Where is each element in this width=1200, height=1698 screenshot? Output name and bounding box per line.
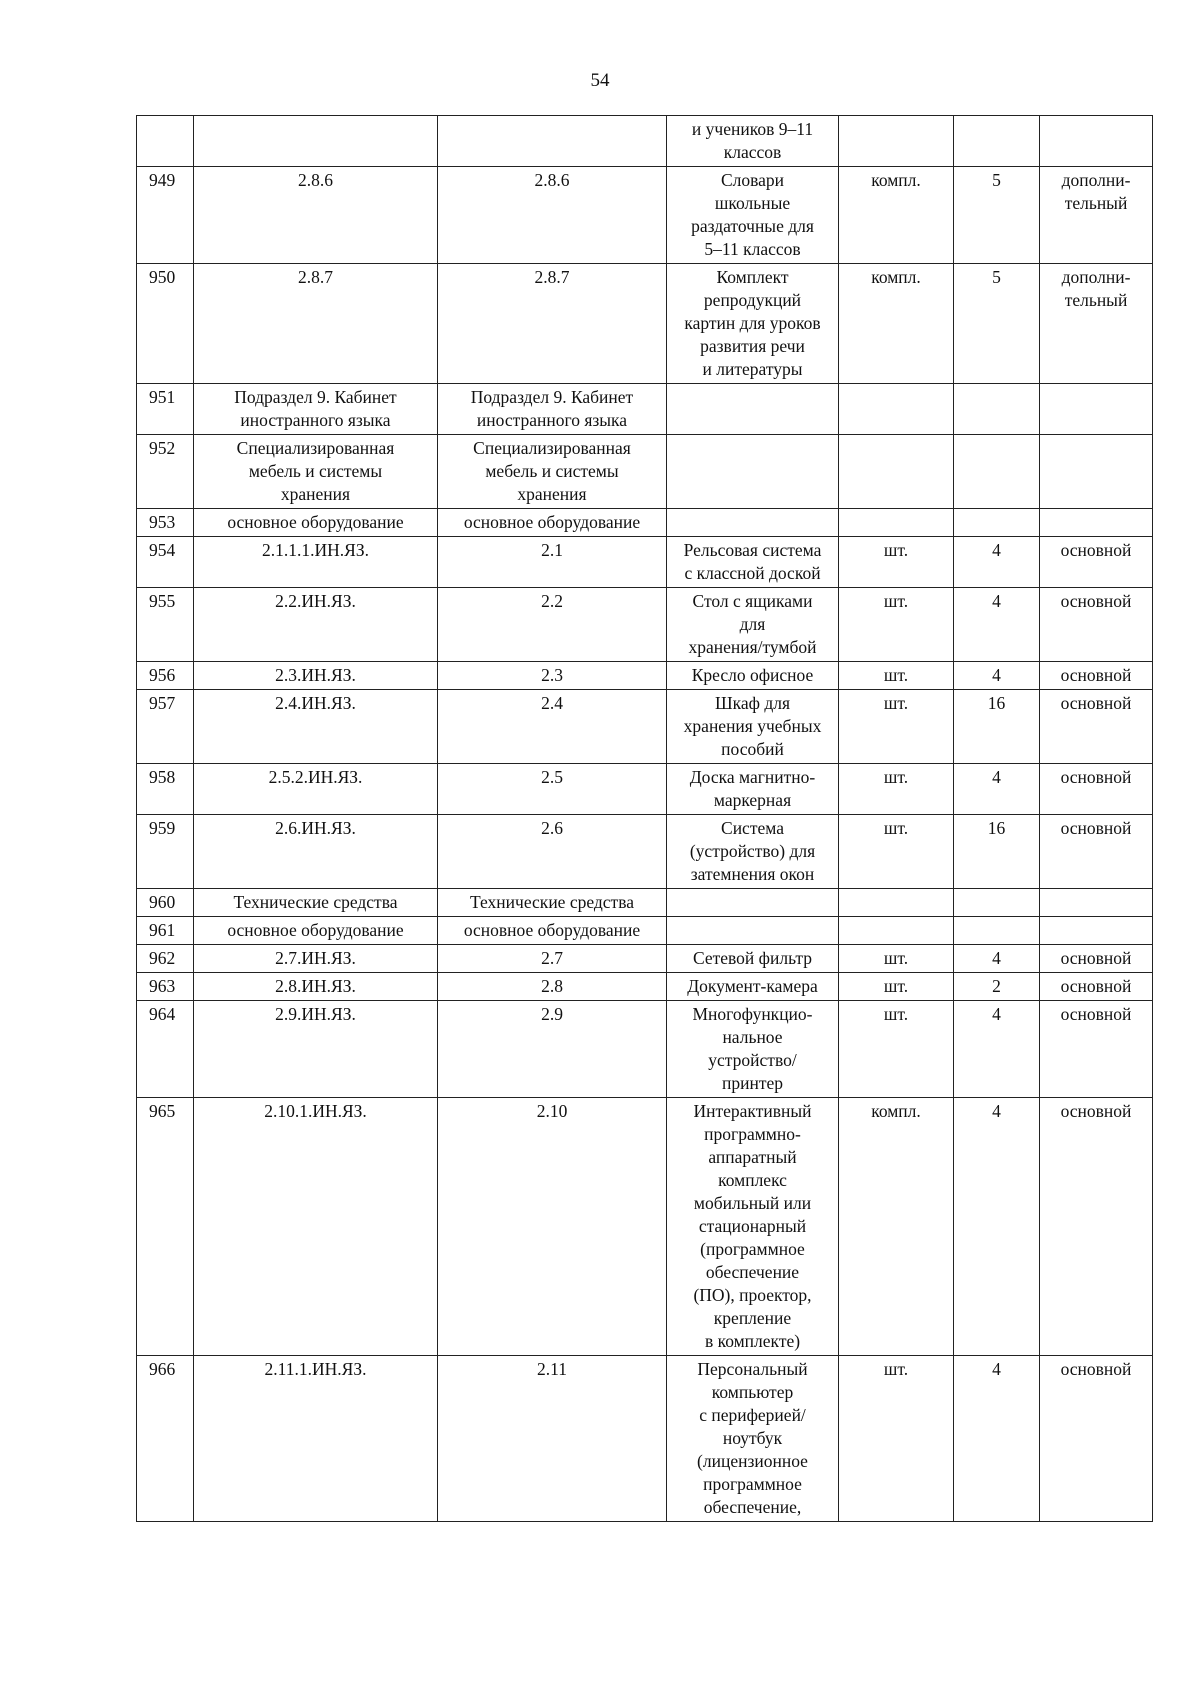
code-cell xyxy=(194,167,438,264)
code-alt-cell xyxy=(438,588,667,662)
code-alt-cell xyxy=(438,509,667,537)
row-number-cell xyxy=(137,435,194,509)
quantity-cell xyxy=(954,945,1040,973)
quantity-cell-text: 4 xyxy=(992,665,1001,685)
item-name-cell xyxy=(667,945,839,973)
equipment-type-cell xyxy=(1040,917,1153,945)
code-cell-text: 2.2.ИН.ЯЗ. xyxy=(275,591,356,611)
quantity-cell xyxy=(954,973,1040,1001)
item-name-cell xyxy=(667,537,839,588)
unit-cell xyxy=(839,435,954,509)
unit-cell-text: шт. xyxy=(883,767,909,787)
unit-cell xyxy=(839,1001,954,1098)
quantity-cell xyxy=(954,264,1040,384)
item-name-cell-text: Шкаф для хранения учебных пособий xyxy=(683,693,822,759)
code-cell xyxy=(194,1001,438,1098)
row-number-cell xyxy=(137,537,194,588)
row-number-cell-text: 956 xyxy=(149,665,176,685)
quantity-cell-text: 2 xyxy=(992,976,1001,996)
table-row xyxy=(137,116,1153,167)
item-name-cell xyxy=(667,1098,839,1356)
row-number-cell xyxy=(137,167,194,264)
quantity-cell xyxy=(954,662,1040,690)
unit-cell-text: компл. xyxy=(871,1101,921,1121)
code-cell-text: 2.11.1.ИН.ЯЗ. xyxy=(264,1359,367,1379)
table-row xyxy=(137,167,1153,264)
equipment-table xyxy=(136,115,1153,1522)
equipment-type-cell-text: основной xyxy=(1060,1101,1132,1121)
unit-cell xyxy=(839,945,954,973)
item-name-cell-text: и учеников 9–11 классов xyxy=(691,119,814,162)
item-name-cell xyxy=(667,815,839,889)
code-alt-cell-text: Специализированная мебель и системы хранения xyxy=(473,438,631,504)
row-number-cell xyxy=(137,889,194,917)
equipment-type-cell xyxy=(1040,167,1153,264)
quantity-cell xyxy=(954,167,1040,264)
quantity-cell xyxy=(954,1001,1040,1098)
row-number-cell-text: 960 xyxy=(149,892,176,912)
unit-cell-text: шт. xyxy=(883,693,909,713)
code-alt-cell xyxy=(438,815,667,889)
code-cell xyxy=(194,537,438,588)
item-name-cell xyxy=(667,116,839,167)
row-number-cell-text: 966 xyxy=(149,1359,176,1379)
equipment-type-cell-text: дополни- тельный xyxy=(1061,267,1131,310)
code-cell-text: основное оборудование xyxy=(227,920,404,940)
code-alt-cell-text: 2.3 xyxy=(541,665,563,685)
unit-cell-text: шт. xyxy=(883,976,909,996)
unit-cell-text: шт. xyxy=(883,818,909,838)
code-cell-text: 2.5.2.ИН.ЯЗ. xyxy=(268,767,363,787)
equipment-type-cell-text: дополни- тельный xyxy=(1061,170,1131,213)
row-number-cell xyxy=(137,264,194,384)
code-alt-cell xyxy=(438,889,667,917)
quantity-cell-text: 4 xyxy=(992,1359,1001,1379)
row-number-cell xyxy=(137,945,194,973)
item-name-cell xyxy=(667,588,839,662)
item-name-cell xyxy=(667,662,839,690)
code-alt-cell-text: Технические средства xyxy=(470,892,634,912)
item-name-cell-text: Интерактивный программно- аппаратный комплекс мобильный или стационарный (программное обеспечение (ПО), проектор, крепление в комплекте) xyxy=(693,1101,812,1351)
item-name-cell xyxy=(667,509,839,537)
table-row xyxy=(137,662,1153,690)
table-row xyxy=(137,537,1153,588)
code-cell-text: 2.1.1.1.ИН.ЯЗ. xyxy=(262,540,369,560)
code-alt-cell xyxy=(438,167,667,264)
item-name-cell xyxy=(667,435,839,509)
quantity-cell-text: 16 xyxy=(987,693,1006,713)
row-number-cell-text: 949 xyxy=(149,170,176,190)
code-alt-cell-text: 2.1 xyxy=(541,540,563,560)
equipment-type-cell-text: основной xyxy=(1060,948,1132,968)
code-alt-cell xyxy=(438,1001,667,1098)
code-cell-text: 2.7.ИН.ЯЗ. xyxy=(275,948,356,968)
unit-cell xyxy=(839,662,954,690)
table-row xyxy=(137,509,1153,537)
equipment-type-cell xyxy=(1040,1356,1153,1522)
item-name-cell xyxy=(667,764,839,815)
unit-cell xyxy=(839,116,954,167)
equipment-type-cell-text: основной xyxy=(1060,1004,1132,1024)
table-row xyxy=(137,1098,1153,1356)
code-alt-cell xyxy=(438,116,667,167)
code-cell-text: Подраздел 9. Кабинет иностранного языка xyxy=(234,387,397,430)
unit-cell xyxy=(839,167,954,264)
row-number-cell-text: 952 xyxy=(149,438,176,458)
equipment-type-cell xyxy=(1040,509,1153,537)
quantity-cell xyxy=(954,690,1040,764)
code-cell xyxy=(194,945,438,973)
table-row xyxy=(137,588,1153,662)
equipment-type-cell xyxy=(1040,764,1153,815)
equipment-type-cell-text: основной xyxy=(1060,818,1132,838)
row-number-cell xyxy=(137,1356,194,1522)
equipment-type-cell xyxy=(1040,537,1153,588)
item-name-cell-text: Рельсовая система с классной доской xyxy=(683,540,822,583)
equipment-type-cell-text: основной xyxy=(1060,767,1132,787)
row-number-cell-text: 963 xyxy=(149,976,176,996)
code-alt-cell-text: 2.10 xyxy=(536,1101,568,1121)
row-number-cell xyxy=(137,917,194,945)
row-number-cell-text: 957 xyxy=(149,693,176,713)
unit-cell xyxy=(839,1098,954,1356)
unit-cell-text: шт. xyxy=(883,591,909,611)
table-row xyxy=(137,435,1153,509)
item-name-cell-text: Персональный компьютер с периферией/ ноутбук (лицензионное программное обеспечение, xyxy=(697,1359,808,1517)
unit-cell-text: компл. xyxy=(871,267,921,287)
unit-cell-text: шт. xyxy=(883,665,909,685)
code-alt-cell-text: основное оборудование xyxy=(463,920,641,940)
item-name-cell-text: Словари школьные раздаточные для 5–11 классов xyxy=(691,170,814,259)
table-row xyxy=(137,1001,1153,1098)
code-cell xyxy=(194,1098,438,1356)
quantity-cell xyxy=(954,435,1040,509)
row-number-cell xyxy=(137,973,194,1001)
row-number-cell-text: 953 xyxy=(149,512,176,532)
unit-cell-text: шт. xyxy=(883,540,909,560)
row-number-cell xyxy=(137,690,194,764)
code-alt-cell xyxy=(438,537,667,588)
quantity-cell xyxy=(954,509,1040,537)
quantity-cell xyxy=(954,764,1040,815)
equipment-type-cell xyxy=(1040,1098,1153,1356)
row-number-cell xyxy=(137,662,194,690)
unit-cell xyxy=(839,917,954,945)
code-cell xyxy=(194,1356,438,1522)
equipment-type-cell xyxy=(1040,435,1153,509)
unit-cell xyxy=(839,384,954,435)
item-name-cell-text: Система (устройство) для затемнения окон xyxy=(689,818,816,884)
code-alt-cell-text: 2.11 xyxy=(537,1359,567,1379)
unit-cell xyxy=(839,1356,954,1522)
row-number-cell-text: 958 xyxy=(149,767,176,787)
table-row xyxy=(137,889,1153,917)
item-name-cell xyxy=(667,167,839,264)
code-alt-cell xyxy=(438,1356,667,1522)
unit-cell xyxy=(839,764,954,815)
quantity-cell-text: 4 xyxy=(992,591,1001,611)
item-name-cell-text: Стол с ящиками для хранения/тумбой xyxy=(688,591,817,657)
quantity-cell-text: 4 xyxy=(992,948,1001,968)
item-name-cell-text: Доска магнитно- маркерная xyxy=(689,767,816,810)
quantity-cell xyxy=(954,537,1040,588)
item-name-cell-text: Кресло офисное xyxy=(691,665,814,685)
code-cell xyxy=(194,815,438,889)
code-alt-cell xyxy=(438,973,667,1001)
item-name-cell xyxy=(667,917,839,945)
code-cell-text: 2.8.7 xyxy=(298,267,333,287)
row-number-cell-text: 962 xyxy=(149,948,176,968)
unit-cell xyxy=(839,973,954,1001)
code-cell xyxy=(194,588,438,662)
quantity-cell xyxy=(954,1098,1040,1356)
equipment-type-cell-text: основной xyxy=(1060,1359,1132,1379)
row-number-cell xyxy=(137,1098,194,1356)
quantity-cell-text: 5 xyxy=(992,267,1001,287)
code-alt-cell xyxy=(438,764,667,815)
code-cell xyxy=(194,889,438,917)
code-cell-text: основное оборудование xyxy=(227,512,404,532)
code-alt-cell xyxy=(438,690,667,764)
code-cell xyxy=(194,384,438,435)
code-cell xyxy=(194,509,438,537)
code-cell xyxy=(194,435,438,509)
code-alt-cell xyxy=(438,384,667,435)
row-number-cell-text: 964 xyxy=(149,1004,176,1024)
equipment-type-cell-text: основной xyxy=(1060,976,1132,996)
table-row xyxy=(137,973,1153,1001)
page-number: 54 xyxy=(590,70,610,91)
code-alt-cell xyxy=(438,917,667,945)
row-number-cell-text: 950 xyxy=(149,267,176,287)
quantity-cell-text: 4 xyxy=(992,767,1001,787)
code-cell xyxy=(194,764,438,815)
code-alt-cell-text: 2.9 xyxy=(541,1004,563,1024)
equipment-type-cell xyxy=(1040,1001,1153,1098)
item-name-cell-text: Многофункцио- нальное устройство/ принтер xyxy=(692,1004,813,1093)
equipment-type-cell xyxy=(1040,690,1153,764)
unit-cell xyxy=(839,889,954,917)
unit-cell xyxy=(839,264,954,384)
quantity-cell-text: 16 xyxy=(987,818,1006,838)
unit-cell xyxy=(839,815,954,889)
table-body xyxy=(137,116,1153,1522)
item-name-cell xyxy=(667,690,839,764)
code-cell xyxy=(194,973,438,1001)
code-alt-cell-text: основное оборудование xyxy=(463,512,641,532)
row-number-cell-text: 965 xyxy=(149,1101,176,1121)
equipment-type-cell xyxy=(1040,815,1153,889)
table-row xyxy=(137,690,1153,764)
quantity-cell xyxy=(954,1356,1040,1522)
code-alt-cell-text: 2.8 xyxy=(541,976,563,996)
code-cell xyxy=(194,690,438,764)
unit-cell-text: шт. xyxy=(883,1359,909,1379)
row-number-cell xyxy=(137,1001,194,1098)
code-cell-text: 2.4.ИН.ЯЗ. xyxy=(275,693,356,713)
table-row xyxy=(137,1356,1153,1522)
equipment-type-cell xyxy=(1040,384,1153,435)
quantity-cell xyxy=(954,917,1040,945)
code-alt-cell-text: 2.6 xyxy=(541,818,563,838)
code-alt-cell-text: 2.5 xyxy=(541,767,563,787)
row-number-cell-text: 955 xyxy=(149,591,176,611)
code-cell-text: 2.8.ИН.ЯЗ. xyxy=(275,976,356,996)
item-name-cell xyxy=(667,1001,839,1098)
row-number-cell xyxy=(137,384,194,435)
equipment-type-cell xyxy=(1040,945,1153,973)
unit-cell-text: шт. xyxy=(883,948,909,968)
equipment-type-cell-text: основной xyxy=(1060,665,1132,685)
quantity-cell xyxy=(954,588,1040,662)
code-cell xyxy=(194,264,438,384)
unit-cell xyxy=(839,537,954,588)
row-number-cell xyxy=(137,588,194,662)
item-name-cell xyxy=(667,384,839,435)
item-name-cell xyxy=(667,1356,839,1522)
table-row xyxy=(137,264,1153,384)
code-alt-cell xyxy=(438,662,667,690)
row-number-cell xyxy=(137,116,194,167)
code-alt-cell-text: 2.4 xyxy=(541,693,563,713)
unit-cell xyxy=(839,588,954,662)
table-row xyxy=(137,764,1153,815)
code-alt-cell xyxy=(438,1098,667,1356)
row-number-cell xyxy=(137,764,194,815)
code-alt-cell xyxy=(438,264,667,384)
item-name-cell xyxy=(667,889,839,917)
equipment-type-cell-text: основной xyxy=(1060,591,1132,611)
equipment-type-cell xyxy=(1040,588,1153,662)
row-number-cell-text: 951 xyxy=(149,387,176,407)
row-number-cell-text: 959 xyxy=(149,818,176,838)
equipment-type-cell-text: основной xyxy=(1060,540,1132,560)
code-cell-text: 2.10.1.ИН.ЯЗ. xyxy=(264,1101,367,1121)
quantity-cell xyxy=(954,889,1040,917)
row-number-cell xyxy=(137,815,194,889)
quantity-cell-text: 4 xyxy=(992,1101,1001,1121)
code-cell-text: 2.6.ИН.ЯЗ. xyxy=(275,818,356,838)
code-cell-text: 2.3.ИН.ЯЗ. xyxy=(275,665,356,685)
item-name-cell-text: Комплект репродукций картин для уроков развития речи и литературы xyxy=(684,267,821,379)
item-name-cell-text: Документ-камера xyxy=(687,976,818,996)
equipment-type-cell xyxy=(1040,889,1153,917)
equipment-type-cell xyxy=(1040,116,1153,167)
quantity-cell xyxy=(954,116,1040,167)
code-alt-cell-text: 2.8.7 xyxy=(534,267,570,287)
code-cell-text: 2.9.ИН.ЯЗ. xyxy=(275,1004,356,1024)
code-cell-text: 2.8.6 xyxy=(298,170,333,190)
equipment-type-cell xyxy=(1040,264,1153,384)
item-name-cell-text: Сетевой фильтр xyxy=(692,948,813,968)
row-number-cell-text: 961 xyxy=(149,920,176,940)
table-row xyxy=(137,384,1153,435)
quantity-cell-text: 5 xyxy=(992,170,1001,190)
quantity-cell xyxy=(954,815,1040,889)
equipment-type-cell-text: основной xyxy=(1060,693,1132,713)
table-row xyxy=(137,815,1153,889)
quantity-cell-text: 4 xyxy=(992,540,1001,560)
equipment-type-cell xyxy=(1040,662,1153,690)
row-number-cell xyxy=(137,509,194,537)
table-row xyxy=(137,917,1153,945)
code-alt-cell xyxy=(438,945,667,973)
code-cell xyxy=(194,116,438,167)
code-alt-cell-text: 2.2 xyxy=(541,591,563,611)
quantity-cell-text: 4 xyxy=(992,1004,1001,1024)
unit-cell-text: шт. xyxy=(883,1004,909,1024)
code-alt-cell-text: 2.7 xyxy=(541,948,563,968)
code-cell xyxy=(194,662,438,690)
code-cell xyxy=(194,917,438,945)
equipment-type-cell xyxy=(1040,973,1153,1001)
unit-cell xyxy=(839,509,954,537)
unit-cell xyxy=(839,690,954,764)
code-cell-text: Технические средства xyxy=(233,892,398,912)
code-alt-cell xyxy=(438,435,667,509)
item-name-cell xyxy=(667,264,839,384)
code-alt-cell-text: 2.8.6 xyxy=(534,170,570,190)
unit-cell-text: компл. xyxy=(871,170,921,190)
code-alt-cell-text: Подраздел 9. Кабинет иностранного языка xyxy=(470,387,634,430)
code-cell-text: Специализированная мебель и системы хранения xyxy=(236,438,395,504)
row-number-cell-text: 954 xyxy=(149,540,176,560)
quantity-cell xyxy=(954,384,1040,435)
table-row xyxy=(137,945,1153,973)
item-name-cell xyxy=(667,973,839,1001)
